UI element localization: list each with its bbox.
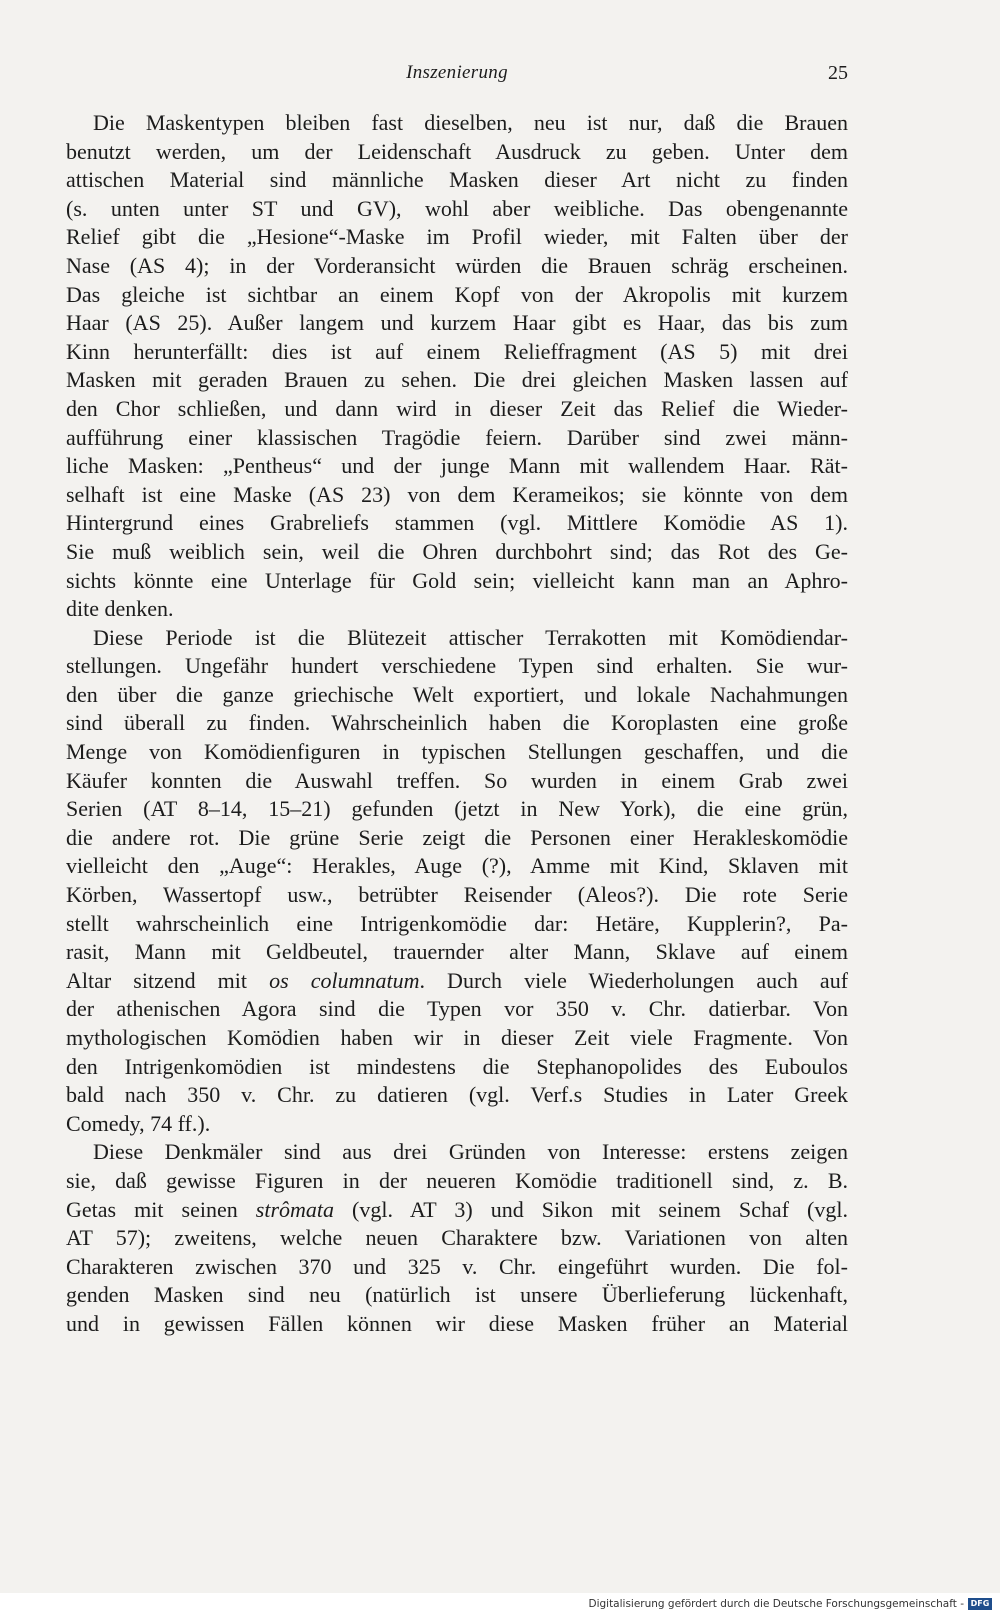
page-number: 25 xyxy=(828,62,848,84)
text-line: sichts könnte eine Unterlage für Gold sein; vielleicht kann man an Aphro- xyxy=(66,567,848,593)
running-head xyxy=(66,62,848,88)
text-line: aufführung einer klassischen Tragödie feiern. Darüber sind zwei männ- xyxy=(66,424,848,450)
running-head-title: Inszenierung xyxy=(406,62,508,83)
italic-term: os columnatum xyxy=(269,967,420,993)
text-line: Relief gibt die „Hesione“-Maske im Profil wieder, mit Falten über der xyxy=(66,224,848,250)
text-line: Kinn herunterfällt: dies ist auf einem Relieffragment (AS 5) mit drei xyxy=(66,338,848,364)
text-line: und in gewissen Fällen können wir diese Masken früher an Material xyxy=(66,1310,848,1336)
text-line: rasit, Mann mit Geldbeutel, trauernder alter Mann, Sklave auf einem xyxy=(66,939,848,965)
text-line: Getas mit seinen strômata (vgl. AT 3) und Sikon mit seinem Schaf (vgl. xyxy=(66,1196,848,1222)
text-line: den über die ganze griechische Welt exportiert, und lokale Nachahmungen xyxy=(66,681,848,707)
text-line: vielleicht den „Auge“: Herakles, Auge (?), Amme mit Kind, Sklaven mit xyxy=(66,853,848,879)
text-line: Nase (AS 4); in der Vorderansicht würden die Brauen schräg erscheinen. xyxy=(66,252,848,278)
text-line: Hintergrund eines Grabreliefs stammen (vgl. Mittlere Komödie AS 1). xyxy=(66,510,848,536)
text-line: Käufer konnten die Auswahl treffen. So wurden in einem Grab zwei xyxy=(66,767,848,793)
text-line: Comedy, 74 ff.). xyxy=(66,1110,211,1136)
text-line: Menge von Komödienfiguren in typischen Stellungen geschaffen, und die xyxy=(66,739,848,765)
text-line: genden Masken sind neu (natürlich ist unsere Überlieferung lückenhaft, xyxy=(66,1282,848,1308)
text-line: die andere rot. Die grüne Serie zeigt die Personen einer Herakleskomödie xyxy=(66,824,848,850)
text-line: Das gleiche ist sichtbar an einem Kopf von der Akropolis mit kurzem xyxy=(66,281,848,307)
footer-bar xyxy=(0,1593,1000,1613)
dfg-logo: DFG xyxy=(968,1598,992,1610)
text-line: Serien (AT 8–14, 15–21) gefunden (jetzt in New York), die eine grün, xyxy=(66,796,848,822)
italic-term: strômata xyxy=(255,1196,335,1222)
text-line: den Chor schließen, und dann wird in dieser Zeit das Relief die Wieder- xyxy=(66,395,848,421)
text-line: Körben, Wassertopf usw., betrübter Reisender (Aleos?). Die rote Serie xyxy=(66,882,848,908)
text-line: (s. unten unter ST und GV), wohl aber weibliche. Das obengenannte xyxy=(66,195,848,221)
text-line: den Intrigenkomödien ist mindestens die Stephanopolides des Euboulos xyxy=(66,1053,848,1079)
text-line: Haar (AS 25). Außer langem und kurzem Haar gibt es Haar, das bis zum xyxy=(66,310,848,336)
text-line: der athenischen Agora sind die Typen vor 350 v. Chr. datierbar. Von xyxy=(66,996,848,1022)
text-line: Charakteren zwischen 370 und 325 v. Chr. eingeführt wurden. Die fol- xyxy=(66,1253,848,1279)
text-line: Altar sitzend mit os columnatum. Durch viele Wiederholungen auch auf xyxy=(66,967,848,993)
text-line: dite denken. xyxy=(66,596,174,622)
text-line: Masken mit geraden Brauen zu sehen. Die drei gleichen Masken lassen auf xyxy=(66,367,848,393)
text-line: attischen Material sind männliche Masken dieser Art nicht zu finden xyxy=(66,167,848,193)
text-line: sie, daß gewisse Figuren in der neueren Komödie traditionell sind, z. B. xyxy=(66,1167,848,1193)
text-line: mythologischen Komödien haben wir in dieser Zeit viele Fragmente. Von xyxy=(66,1025,848,1050)
text-line: AT 57); zweitens, welche neuen Charaktere bzw. Variationen von alten xyxy=(66,1225,848,1251)
text-line: Diese Periode ist die Blütezeit attischer Terrakotten mit Komödiendar- xyxy=(93,624,848,650)
text-line: Die Maskentypen bleiben fast dieselben, neu ist nur, daß die Brauen xyxy=(93,110,848,135)
text-line: stellt wahrscheinlich eine Intrigenkomödie dar: Hetäre, Kupplerin?, Pa- xyxy=(66,910,848,936)
text-line: sind überall zu finden. Wahrscheinlich haben die Koroplasten eine große xyxy=(66,710,848,736)
text-line: selhaft ist eine Maske (AS 23) von dem Kerameikos; sie könnte von dem xyxy=(66,481,848,507)
text-line: stellungen. Ungefähr hundert verschiedene Typen sind erhalten. Sie wur- xyxy=(66,653,848,679)
text-line: Sie muß weiblich sein, weil die Ohren durchbohrt sind; das Rot des Ge- xyxy=(66,538,848,564)
text-line: Diese Denkmäler sind aus drei Gründen von Interesse: erstens zeigen xyxy=(93,1139,848,1165)
body-text xyxy=(66,109,848,1339)
text-line: liche Masken: „Pentheus“ und der junge Mann mit wallendem Haar. Rät- xyxy=(66,453,848,479)
footer-credit: Digitalisierung gefördert durch die Deutsche Forschungsgemeinschaft - xyxy=(588,1598,964,1610)
text-line: benutzt werden, um der Leidenschaft Ausdruck zu geben. Unter dem xyxy=(66,138,848,164)
text-line: bald nach 350 v. Chr. zu datieren (vgl. Verf.s Studies in Later Greek xyxy=(66,1082,848,1108)
